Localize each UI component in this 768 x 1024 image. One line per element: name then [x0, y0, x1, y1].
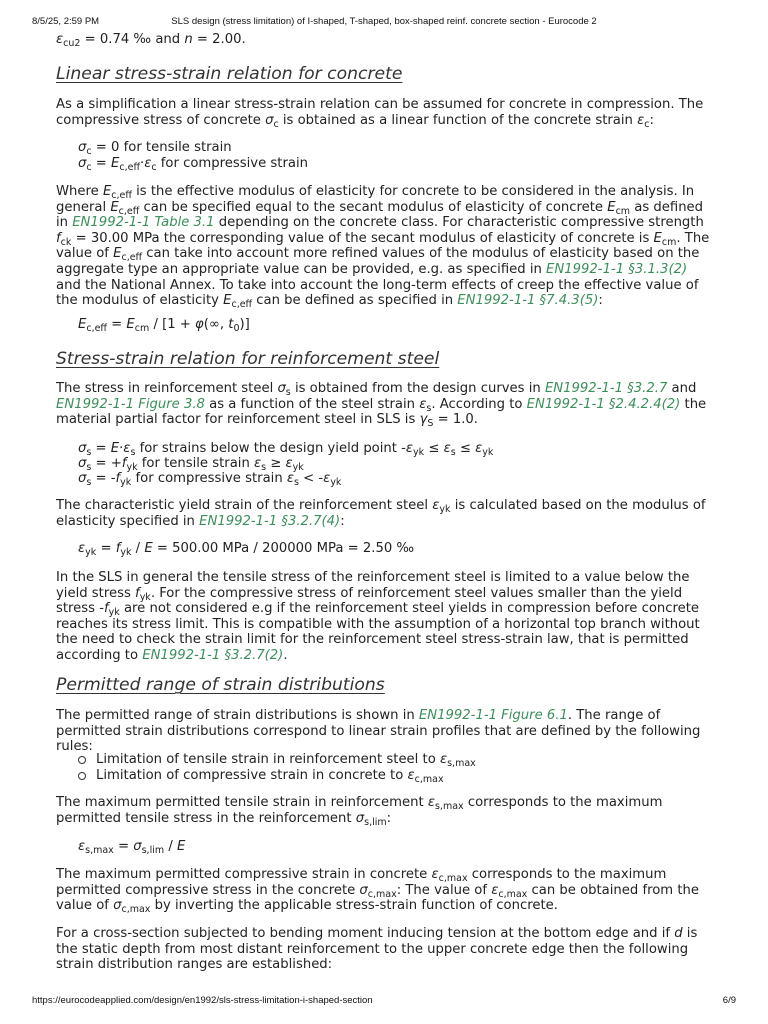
var-sub: s,lim	[141, 845, 165, 856]
list-item	[56, 768, 716, 784]
text: = 1.0.	[433, 412, 478, 428]
formula-line	[56, 140, 738, 156]
text: )]	[239, 317, 250, 332]
var-sub: yk	[482, 447, 494, 458]
paragraph	[56, 795, 716, 826]
var: E	[223, 293, 232, 309]
text: .	[283, 647, 288, 663]
paragraph	[56, 570, 716, 664]
text: /	[164, 839, 177, 854]
text: corresponds to the maximum permitted tensile stress in the reinforcement	[56, 795, 663, 826]
formula-line	[56, 456, 738, 472]
var: ε	[78, 541, 86, 556]
var: σ	[78, 441, 87, 456]
var: E	[111, 156, 120, 171]
var: ε	[432, 498, 440, 513]
text: for compressive strain	[156, 156, 308, 171]
text: =	[113, 839, 134, 854]
var-sub: s	[261, 462, 267, 473]
var-sub: s	[86, 462, 92, 473]
var-sub: c,max	[367, 888, 397, 900]
var: φ	[195, 317, 204, 332]
var-sub: c,max	[438, 873, 468, 884]
text: can take into account more refined values of the modulus of elasticity based on the aggregate type an appropriate value can be provided, e.g. as specified in	[56, 246, 700, 277]
text: In the SLS in general the tensile stress of the reinforcement steel is limited to a value below the yield stress	[56, 570, 690, 601]
text: ·	[140, 156, 145, 171]
section-heading-concrete: Linear stress-strain relation for concrete	[56, 64, 403, 84]
var: ε	[427, 795, 435, 810]
var: ε	[56, 32, 64, 47]
var: f	[103, 601, 109, 617]
text: depending on the concrete class. For characteristic compressive strength	[214, 215, 704, 231]
var: ε	[491, 882, 499, 898]
var-sub: c,eff	[111, 190, 132, 201]
var: f	[135, 585, 140, 601]
text: are not considered e.g if the reinforcement steel yields in compression before concrete reaches its stress limit. This is compatible with the assumption of a horizontal top branch without the need to check the strain limit for the reinforcement steel stress-strain law, that is permitted according to	[56, 601, 700, 663]
var: ε	[254, 456, 262, 471]
link-en1992-figure-3-8[interactable]: EN1992-1-1 Figure 3.8	[56, 396, 205, 412]
var: σ	[359, 882, 368, 898]
paragraph	[56, 708, 716, 755]
text: =	[91, 441, 111, 456]
var-sub: yk	[85, 547, 97, 558]
print-page-title: SLS design (stress limitation) of I-shaped, T-shaped, box-shaped reinf. concrete section - Eurocode 2	[171, 16, 597, 27]
text: Where	[56, 184, 103, 199]
text: For a cross-section subjected to bending moment inducing tension at the bottom edge and if	[56, 926, 675, 941]
var: ε	[78, 839, 86, 854]
text: = 0 for tensile strain	[91, 140, 232, 155]
text: as defined in	[56, 199, 704, 231]
var: E	[126, 317, 135, 332]
text: . The range of permitted strain distributions correspond to linear strain profiles that are defined by the following rules:	[56, 708, 701, 755]
link-en1992-3-2-7-4[interactable]: EN1992-1-1 §3.2.7(4)	[199, 513, 341, 529]
text: < -	[298, 471, 324, 486]
var: E	[110, 199, 119, 215]
text: and	[667, 381, 697, 396]
link-en1992-table-3-1[interactable]: EN1992-1-1 Table 3.1	[72, 215, 215, 231]
var-sub: S	[427, 418, 434, 430]
var: E	[113, 246, 122, 262]
var-sub: s	[450, 447, 456, 458]
text: corresponds to the maximum permitted compressive stress in the concrete	[56, 867, 667, 898]
var: E	[653, 230, 662, 246]
formula-line	[56, 471, 738, 487]
var-sub: s	[86, 477, 92, 488]
var: σ	[78, 456, 87, 471]
var: f	[56, 230, 61, 246]
var: f	[115, 541, 121, 556]
text: = -	[91, 471, 116, 486]
text: as a function of the steel strain	[204, 396, 420, 412]
text: . According to	[431, 396, 527, 412]
var-sub: c,max	[414, 773, 444, 785]
text: =	[106, 317, 127, 332]
var: ε	[443, 441, 451, 456]
var-sub: c,max	[498, 888, 528, 900]
var-sub: c	[644, 118, 650, 130]
text: = 500.00 MPa / 200000 MPa = 2.50 ‰	[152, 541, 415, 556]
text: can be specified equal to the secant modulus of elasticity of concrete	[139, 199, 608, 215]
text: for tensile strain	[137, 456, 254, 471]
text: = 0.74 ‰ and	[80, 32, 185, 47]
var-sub: s	[426, 402, 432, 414]
var-sub: yk	[126, 462, 138, 473]
var-sub: c,eff	[119, 162, 141, 173]
var: E	[78, 317, 87, 332]
paragraph	[56, 184, 716, 309]
paragraph	[56, 498, 716, 529]
formula-line	[56, 156, 738, 172]
var: ε	[405, 441, 414, 456]
var: σ	[78, 156, 87, 171]
text: ≤	[455, 441, 476, 456]
link-en1992-2-4-2-4-2[interactable]: EN1992-1-1 §2.4.2.4(2)	[526, 396, 681, 412]
paragraph	[56, 97, 716, 128]
var: ε	[407, 767, 415, 783]
var-sub: yk	[120, 477, 132, 488]
var-sub: cm	[661, 236, 677, 248]
var: ε	[419, 396, 427, 412]
var: σ	[277, 381, 286, 396]
var-sub: yk	[292, 462, 304, 473]
text: is obtained as a linear function of the concrete strain	[278, 112, 638, 128]
var: E	[176, 839, 186, 854]
var: ε	[285, 456, 293, 471]
text: The characteristic yield strain of the reinforcement steel	[56, 498, 433, 513]
var-sub: s	[130, 447, 136, 458]
text: ·	[119, 441, 124, 456]
paragraph	[56, 867, 716, 914]
text: is calculated based on the modulus of elasticity specified in	[56, 498, 706, 529]
var: ε	[475, 441, 483, 456]
print-url: https://eurocodeapplied.com/design/en1992/sls-stress-limitation-i-shaped-section	[32, 995, 373, 1006]
var-sub: s,max	[447, 758, 476, 769]
text: ≤	[424, 441, 444, 456]
text: for strains below the design yield point -	[135, 441, 406, 456]
formula-line	[56, 541, 738, 557]
var: σ	[265, 112, 274, 128]
var: ε	[123, 441, 131, 456]
print-datetime: 8/5/25, 2:59 PM	[32, 16, 100, 27]
var-sub: cm	[134, 323, 150, 334]
var: E	[102, 184, 112, 199]
var: f	[121, 456, 127, 471]
var-sub: c,eff	[121, 252, 143, 264]
var-sub: cm	[615, 205, 631, 217]
var-sub: s	[294, 477, 299, 488]
var-sub: ck	[60, 236, 72, 248]
text: :	[598, 293, 603, 309]
text: : The value of	[396, 882, 492, 898]
text: /	[131, 541, 145, 556]
formula-line	[56, 839, 738, 855]
list-item	[56, 752, 716, 768]
var-sub: c,eff	[118, 205, 140, 217]
link-en1992-figure-6-1[interactable]: EN1992-1-1 Figure 6.1	[418, 708, 568, 723]
var: ε	[431, 867, 439, 882]
text: =	[91, 156, 112, 171]
text: The stress in reinforcement steel	[56, 381, 278, 396]
text: = 30.00 MPa the corresponding value of the secant modulus of elasticity of concrete is	[71, 230, 654, 246]
var-sub: c,eff	[231, 299, 253, 311]
text: is the effective modulus of elasticity for concrete to be considered in the analysis. In general	[56, 184, 695, 215]
var: σ	[355, 810, 365, 826]
text: The maximum permitted tensile strain in reinforcement	[56, 795, 428, 810]
var-sub: c	[86, 162, 92, 173]
var-sub: c	[151, 162, 157, 173]
var-sub: s,max	[434, 801, 464, 812]
paragraph	[56, 381, 716, 428]
text: is the static depth from most distant reinforcement to the upper concrete edge then the following strain distribution ranges are established:	[56, 926, 698, 973]
var-sub: cu2	[63, 38, 81, 49]
var: ε	[439, 752, 448, 767]
var-sub: yk	[330, 477, 342, 488]
var: σ	[78, 140, 87, 155]
section-heading-steel: Stress-strain relation for reinforcement steel	[56, 349, 440, 369]
var-sub: yk	[139, 591, 151, 603]
link-en1992-3-1-3-2[interactable]: EN1992-1-1 §3.1.3(2)	[546, 261, 688, 277]
link-en1992-7-4-3-5[interactable]: EN1992-1-1 §7.4.3(5)	[457, 293, 599, 309]
var: E	[144, 541, 153, 556]
var: ε	[286, 471, 295, 486]
var-sub: 0	[233, 323, 240, 334]
text: = +	[91, 456, 122, 471]
text: The maximum permitted compressive strain in concrete	[56, 867, 432, 882]
text: . The value of	[56, 230, 710, 262]
formula-line	[56, 441, 738, 457]
text: = 2.00.	[192, 32, 246, 47]
var-sub: yk	[120, 547, 132, 558]
text: The permitted range of strain distributions is shown in	[56, 708, 419, 723]
var: ε	[144, 156, 152, 171]
text: . For the compressive stress of reinforcement steel values smaller than the yield stress -	[56, 585, 683, 617]
var-sub: c	[86, 146, 92, 157]
var: σ	[133, 839, 142, 854]
var: ε	[323, 471, 331, 486]
paragraph	[56, 926, 716, 973]
text: ≥	[266, 456, 286, 471]
var-sub: c,max	[121, 904, 151, 916]
var-sub: yk	[108, 607, 120, 619]
text: and the National Annex. To take into account the long-term effects of creep the effective value of the modulus of elasticity	[56, 277, 699, 309]
text: can be defined as specified in	[252, 293, 458, 309]
text: Limitation of compressive strain in concrete to	[96, 767, 408, 783]
text: :	[340, 513, 345, 529]
text: can be obtained from the value of	[56, 882, 699, 914]
var-sub: yk	[413, 447, 425, 458]
var: γ	[419, 412, 428, 428]
text: :	[386, 810, 392, 826]
var: f	[115, 471, 121, 486]
var-sub: s	[86, 447, 92, 458]
var-sub: s,max	[85, 845, 114, 856]
var-sub: c,eff	[86, 323, 107, 334]
var: σ	[113, 898, 122, 914]
link-en1992-3-2-7-2[interactable]: EN1992-1-1 §3.2.7(2)	[142, 647, 284, 663]
section-heading-strain-range: Permitted range of strain distributions	[56, 675, 385, 695]
text: Limitation of tensile strain in reinforcement steel to	[96, 752, 440, 767]
text: As a simplification a linear stress-strain relation can be assumed for concrete in compression. The compressive stress of concrete	[56, 97, 704, 128]
strain-params-line	[56, 32, 716, 48]
var: E	[110, 441, 120, 456]
formula-line	[56, 317, 738, 333]
text: (∞,	[203, 317, 229, 332]
var: E	[607, 199, 616, 215]
var-sub: s	[285, 387, 291, 398]
text: the material partial factor for reinforcement steel in SLS is	[56, 396, 707, 428]
print-page-number: 6/9	[722, 995, 736, 1006]
rules-list	[56, 752, 716, 783]
var-sub: yk	[439, 504, 451, 515]
link-en1992-3-2-7[interactable]: EN1992-1-1 §3.2.7	[544, 381, 668, 396]
var: t	[228, 317, 234, 332]
var: d	[674, 926, 683, 941]
text: =	[96, 541, 116, 556]
var: n	[184, 32, 193, 47]
text: / [1 +	[149, 317, 196, 332]
text: for compressive strain	[131, 471, 287, 486]
text: by inverting the applicable stress-strain function of concrete.	[150, 898, 558, 914]
var: ε	[637, 112, 645, 128]
var-sub: c	[273, 118, 279, 130]
var-sub: s,lim	[364, 816, 387, 828]
text: :	[649, 112, 654, 128]
var: σ	[78, 471, 87, 486]
text: is obtained from the design curves in	[290, 381, 545, 396]
